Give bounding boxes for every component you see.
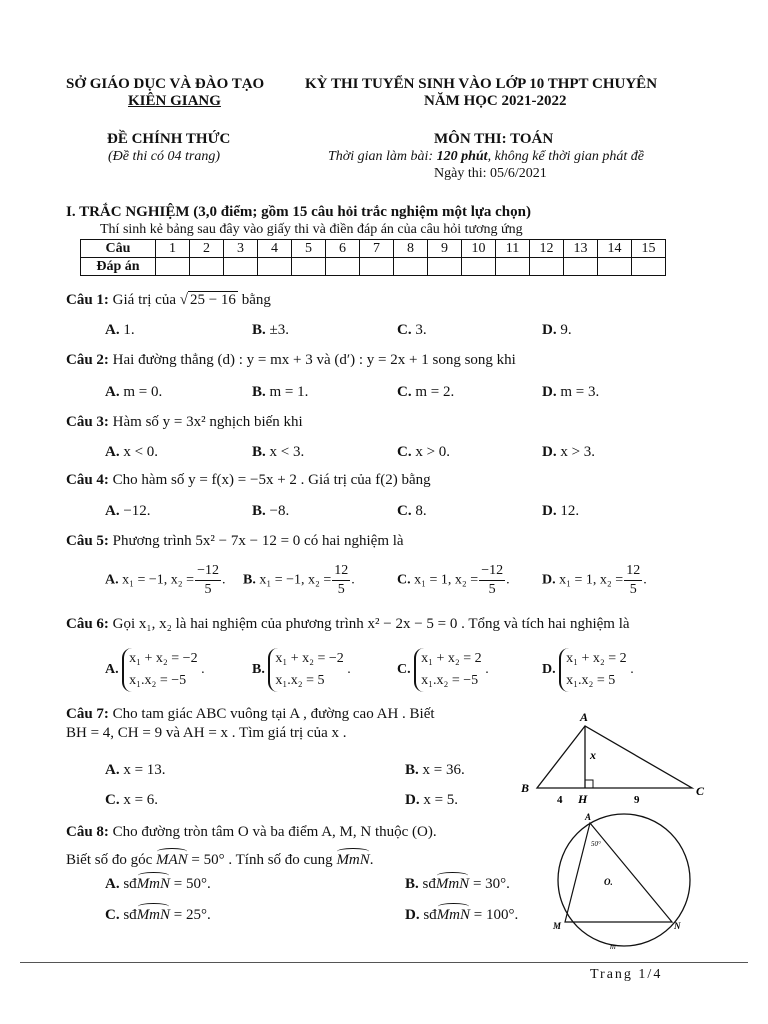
- option-letter: C.: [397, 444, 412, 460]
- answer-cell: [564, 258, 598, 276]
- option-3a: [105, 444, 158, 461]
- option-8c: [105, 907, 211, 924]
- question-6-stem: [66, 616, 630, 633]
- option-prefix: x₁ = 1, x₂ =: [414, 572, 479, 588]
- fraction-numerator: −12: [479, 562, 505, 581]
- page-number: Trang 1/4: [590, 967, 663, 982]
- option-value: m = 2.: [415, 384, 455, 400]
- school-year: NĂM HỌC 2021-2022: [424, 93, 567, 109]
- question-8-label: Câu 8:: [66, 824, 109, 840]
- system-line: x₁.x₂ = 5: [566, 673, 616, 688]
- option-letter: B.: [252, 322, 266, 338]
- option-value: x = 13.: [123, 762, 166, 778]
- option-prefix: sđ: [123, 876, 137, 892]
- sqrt-radicand: 25 − 16: [189, 292, 236, 308]
- question-4-label: Câu 4:: [66, 472, 109, 488]
- option-2d: [542, 384, 599, 401]
- time-prefix: Thời gian làm bài:: [328, 149, 437, 164]
- option-letter: C.: [105, 792, 120, 808]
- option-letter: A.: [105, 444, 120, 460]
- point-label-c: C: [696, 784, 705, 798]
- option-2a: [105, 384, 162, 401]
- option-value: x > 0.: [415, 444, 451, 460]
- pages-note: (Đề thi có 04 trang): [108, 149, 220, 164]
- question-3-stem: [66, 414, 303, 431]
- question-number: 5: [292, 240, 326, 258]
- option-4b: [252, 503, 289, 520]
- system-line: x₁ + x₂ = −2: [275, 651, 344, 666]
- option-value: = 100°.: [473, 907, 519, 923]
- option-value: x = 36.: [422, 762, 465, 778]
- option-letter: B.: [405, 876, 419, 892]
- option-letter: A.: [105, 384, 120, 400]
- question-1-label: Câu 1:: [66, 292, 109, 308]
- question-number: 1: [156, 240, 190, 258]
- answer-cell: [360, 258, 394, 276]
- province-name: KIÊN GIANG: [128, 93, 221, 109]
- system-line: x₁ + x₂ = 2: [421, 651, 482, 666]
- option-8a: [105, 876, 211, 893]
- option-value: = 50°.: [173, 876, 211, 892]
- question-number: 2: [190, 240, 224, 258]
- option-letter: C.: [397, 662, 411, 678]
- subject-title: MÔN THI: TOÁN: [434, 131, 554, 147]
- fraction-denominator: 5: [204, 582, 212, 597]
- option-letter: D.: [405, 792, 420, 808]
- fraction: [195, 562, 221, 599]
- section-title: I. TRẮC NGHIỆM (3,0 điểm; gồm 15 câu hỏi trắc nghiệm một lựa chọn): [66, 204, 531, 220]
- arc-mmn: MmN: [136, 876, 171, 892]
- option-2b: [252, 384, 308, 401]
- option-value: −12.: [123, 503, 151, 519]
- option-value: m = 3.: [560, 384, 600, 400]
- answer-cell: [530, 258, 564, 276]
- row-label-answer: Đáp án: [81, 258, 156, 276]
- question-1-stem: [66, 292, 271, 309]
- length-label-bh: 4: [557, 794, 563, 806]
- option-letter: D.: [405, 907, 420, 923]
- option-letter: C.: [105, 907, 120, 923]
- question-2-text: Hai đường thẳng (d) : y = mx + 3 và (d′) : y = 2x + 1 song song khi: [112, 352, 516, 368]
- question-number: 10: [462, 240, 496, 258]
- equation-system: [559, 648, 627, 692]
- option-value: x = 5.: [423, 792, 459, 808]
- question-1-tail: bằng: [241, 292, 271, 308]
- option-4c: [397, 503, 427, 520]
- fraction: [332, 562, 350, 599]
- question-5-text: Phương trình 5x² − 7x − 12 = 0 có hai nghiệm là: [112, 533, 404, 549]
- center-label-o: O.: [604, 877, 613, 887]
- option-value: m = 0.: [123, 384, 163, 400]
- option-letter: C.: [397, 322, 412, 338]
- option-letter: B.: [252, 384, 266, 400]
- option-1b: [252, 322, 289, 339]
- option-letter: C.: [397, 572, 411, 588]
- option-prefix: x₁ = −1, x₂ =: [259, 572, 332, 588]
- line2-middle: = 50° . Tính số đo cung: [191, 852, 333, 868]
- option-letter: D.: [542, 572, 556, 588]
- question-8-stem-line2: [66, 852, 374, 869]
- line2-end: .: [369, 852, 374, 868]
- point-label-a: A: [585, 812, 592, 822]
- point-label-h: H: [578, 792, 588, 806]
- question-7-stem-line1: [66, 706, 435, 723]
- option-5a: A. x₁ = −1, x₂ = $\frac{-12}{5}$ .: [105, 563, 226, 597]
- option-value: 8.: [415, 503, 427, 519]
- arc-mmn: MmN: [436, 907, 471, 923]
- option-letter: B.: [243, 572, 256, 588]
- option-value: = 25°.: [173, 907, 211, 923]
- option-letter: A.: [105, 876, 120, 892]
- answer-cell: [258, 258, 292, 276]
- question-7-label: Câu 7:: [66, 706, 109, 722]
- answer-cell: [224, 258, 258, 276]
- option-letter: B.: [252, 444, 266, 460]
- question-number: 11: [496, 240, 530, 258]
- option-letter: A.: [105, 322, 120, 338]
- triangle-abc: [537, 726, 692, 788]
- arc-mmn: MmN: [136, 907, 171, 923]
- question-8-text: Cho đường tròn tâm O và ba điểm A, M, N thuộc (O).: [112, 824, 437, 840]
- answer-cell: [598, 258, 632, 276]
- question-3-label: Câu 3:: [66, 414, 109, 430]
- option-3c: [397, 444, 450, 461]
- option-letter: D.: [542, 384, 557, 400]
- system-line: x₁.x₂ = −5: [129, 673, 187, 688]
- equation-system: [414, 648, 482, 692]
- time-note: [328, 149, 644, 165]
- point-label-b: B: [521, 781, 530, 795]
- question-6-label: Câu 6:: [66, 616, 109, 632]
- option-3b: [252, 444, 304, 461]
- option-1a: [105, 322, 135, 339]
- option-8b: [405, 876, 510, 893]
- exam-date: Ngày thi: 05/6/2021: [434, 166, 547, 181]
- angle-man: MAN: [156, 852, 188, 868]
- system-line: x₁.x₂ = −5: [421, 673, 479, 688]
- option-letter: B.: [252, 662, 265, 678]
- equation-system: [268, 648, 343, 692]
- option-value: 3.: [415, 322, 427, 338]
- point-label-a: A: [580, 710, 589, 724]
- circle-figure: [540, 812, 710, 952]
- angle-label: 50°: [591, 840, 601, 848]
- time-suffix: , không kể thời gian phát đề: [487, 149, 644, 164]
- option-letter: C.: [397, 503, 412, 519]
- fraction-numerator: 12: [624, 562, 642, 581]
- option-letter: D.: [542, 444, 557, 460]
- option-5d: D. x₁ = 1, x₂ = $\frac{12}{5}$ .: [542, 563, 647, 597]
- option-letter: A.: [105, 572, 119, 588]
- question-number: 6: [326, 240, 360, 258]
- option-6b: B. x₁ + x₂ = −2 x₁.x₂ = 5 .: [252, 648, 351, 692]
- option-7a: [105, 762, 166, 779]
- answer-cell: [632, 258, 666, 276]
- question-8-stem-line1: [66, 824, 437, 841]
- question-4-stem: [66, 472, 431, 489]
- option-value: m = 1.: [269, 384, 309, 400]
- question-3-text: Hàm số y = 3x² nghịch biến khi: [112, 414, 303, 430]
- option-prefix: sđ: [423, 907, 437, 923]
- option-prefix: sđ: [422, 876, 436, 892]
- option-value: 1.: [123, 322, 135, 338]
- option-letter: A.: [105, 503, 120, 519]
- question-7-text: Cho tam giác ABC vuông tại A , đường cao AH . Biết: [112, 706, 435, 722]
- question-2-stem: [66, 352, 516, 369]
- answer-cell: [394, 258, 428, 276]
- circle-o: [558, 814, 690, 946]
- right-angle-mark: [585, 780, 593, 788]
- answer-cell: [190, 258, 224, 276]
- option-value: −8.: [269, 503, 290, 519]
- option-value: x > 3.: [560, 444, 596, 460]
- question-number: 3: [224, 240, 258, 258]
- fraction: [479, 562, 505, 599]
- exam-title: KỲ THI TUYỂN SINH VÀO LỚP 10 THPT CHUYÊN: [305, 76, 658, 92]
- question-number: 14: [598, 240, 632, 258]
- official-label: ĐỀ CHÍNH THỨC: [107, 131, 231, 147]
- question-number: 9: [428, 240, 462, 258]
- option-prefix: sđ: [123, 907, 137, 923]
- section-instruction: Thí sinh kẻ bảng sau đây vào giấy thi và điền đáp án của câu hỏi tương ứng: [100, 222, 523, 237]
- option-7d: [405, 792, 458, 809]
- option-letter: C.: [397, 384, 412, 400]
- line2-prefix: Biết số đo góc: [66, 852, 153, 868]
- dept-name: SỞ GIÁO DỤC VÀ ĐÀO TẠO: [66, 76, 265, 92]
- equation-system: [122, 648, 197, 692]
- arc-mmn: MmN: [435, 876, 470, 892]
- question-4-text: Cho hàm số y = f(x) = −5x + 2 . Giá trị của f(2) bằng: [112, 472, 431, 488]
- option-1d: [542, 322, 572, 339]
- option-letter: A.: [105, 762, 120, 778]
- option-prefix: x₁ = −1, x₂ =: [122, 572, 195, 588]
- question-number: 7: [360, 240, 394, 258]
- option-7c: [105, 792, 158, 809]
- option-5b: B. x₁ = −1, x₂ = $\frac{12}{5}$ .: [243, 563, 355, 597]
- triangle-figure: [512, 706, 712, 810]
- fraction-denominator: 5: [337, 582, 345, 597]
- option-value: ±3.: [269, 322, 289, 338]
- answer-cell: [428, 258, 462, 276]
- question-number: 12: [530, 240, 564, 258]
- length-label-hc: 9: [634, 794, 640, 806]
- question-5-label: Câu 5:: [66, 533, 109, 549]
- option-value: x < 0.: [123, 444, 159, 460]
- option-5c: C. x₁ = 1, x₂ = $\frac{-12}{5}$ .: [397, 563, 510, 597]
- system-line: x₁ + x₂ = −2: [129, 651, 198, 666]
- answer-table-header-row: [81, 240, 666, 258]
- fraction: [624, 562, 642, 599]
- answer-cell: [496, 258, 530, 276]
- option-3d: [542, 444, 595, 461]
- question-2-label: Câu 2:: [66, 352, 109, 368]
- option-1c: [397, 322, 427, 339]
- question-number: 8: [394, 240, 428, 258]
- option-6c: C. x₁ + x₂ = 2 x₁.x₂ = −5 .: [397, 648, 489, 692]
- question-number: 4: [258, 240, 292, 258]
- option-prefix: x₁ = 1, x₂ =: [559, 572, 624, 588]
- question-number: 15: [632, 240, 666, 258]
- answer-cell: [326, 258, 360, 276]
- system-line: x₁.x₂ = 5: [275, 673, 325, 688]
- option-2c: [397, 384, 454, 401]
- sqrt-expression: √ 25 − 16: [179, 292, 236, 308]
- option-4d: [542, 503, 579, 520]
- question-number: 13: [564, 240, 598, 258]
- triangle-amn: [565, 823, 672, 922]
- fraction-denominator: 5: [488, 582, 496, 597]
- time-value: 120 phút: [436, 149, 488, 164]
- option-letter: B.: [252, 503, 266, 519]
- option-7b: [405, 762, 465, 779]
- question-7-stem-line2: BH = 4, CH = 9 và AH = x . Tìm giá trị của x .: [66, 725, 347, 741]
- arc-label-m: m: [610, 942, 616, 951]
- option-value: 9.: [560, 322, 572, 338]
- footer-rule: [20, 962, 748, 963]
- answer-table: [80, 239, 666, 276]
- option-value: 12.: [560, 503, 580, 519]
- option-letter: B.: [405, 762, 419, 778]
- option-value: x < 3.: [269, 444, 305, 460]
- answer-cell: [292, 258, 326, 276]
- point-label-n: N: [674, 921, 681, 931]
- option-6a: A. x₁ + x₂ = −2 x₁.x₂ = −5 .: [105, 648, 205, 692]
- point-label-m: M: [553, 921, 562, 931]
- option-letter: D.: [542, 662, 556, 678]
- question-1-text: Giá trị của: [112, 292, 176, 308]
- option-value: = 30°.: [472, 876, 510, 892]
- fraction-denominator: 5: [629, 582, 637, 597]
- question-6-text: Gọi x₁, x₂ là hai nghiệm của phương trình x² − 2x − 5 = 0 . Tổng và tích hai nghiệm là: [112, 616, 630, 632]
- fraction-numerator: 12: [332, 562, 350, 581]
- option-letter: D.: [542, 322, 557, 338]
- option-8d: [405, 907, 518, 924]
- answer-cell: [462, 258, 496, 276]
- answer-cell: [156, 258, 190, 276]
- answer-table-answer-row: [81, 258, 666, 276]
- system-line: x₁ + x₂ = 2: [566, 651, 627, 666]
- row-label-question: Câu: [81, 240, 156, 258]
- fraction-numerator: −12: [195, 562, 221, 581]
- length-label-x: x: [590, 748, 596, 762]
- option-letter: D.: [542, 503, 557, 519]
- arc-mmn: MmN: [336, 852, 370, 868]
- option-6d: D. x₁ + x₂ = 2 x₁.x₂ = 5 .: [542, 648, 634, 692]
- option-4a: [105, 503, 151, 520]
- question-5-stem: [66, 533, 404, 550]
- option-value: x = 6.: [123, 792, 159, 808]
- option-letter: A.: [105, 662, 119, 678]
